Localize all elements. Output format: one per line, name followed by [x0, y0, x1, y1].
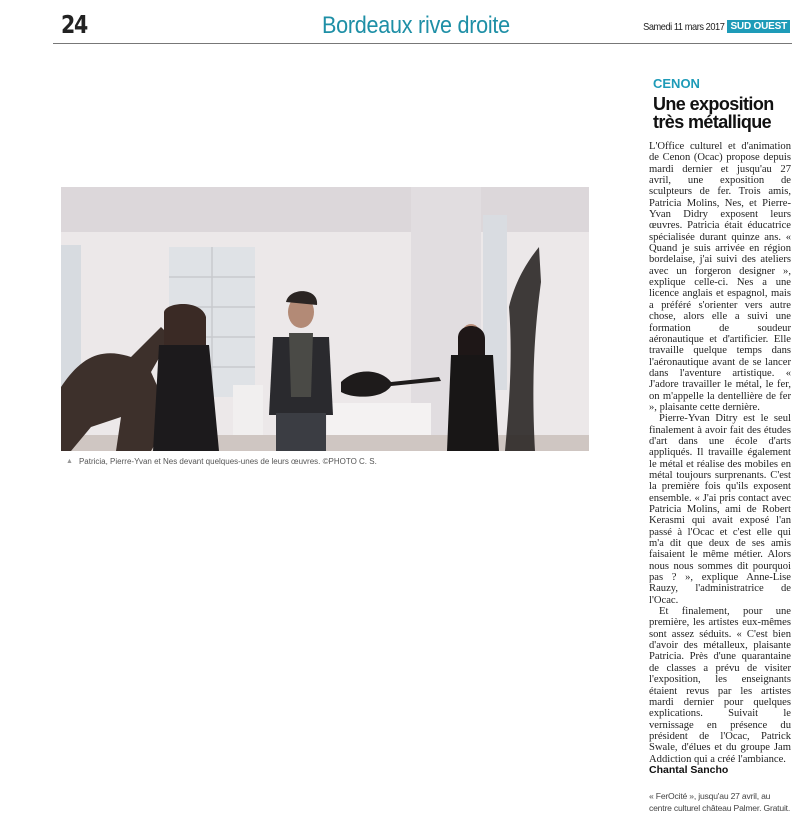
article-byline: Chantal Sancho — [649, 763, 729, 776]
headline-line-1: Une exposition — [653, 94, 774, 114]
header-divider — [53, 43, 792, 44]
article-headline — [653, 95, 791, 131]
triangle-up-icon: ▲ — [66, 458, 73, 465]
article — [649, 76, 791, 814]
photo-caption — [66, 457, 377, 466]
caption-text: Patricia, Pierre-Yvan et Nes devant quelques-unes de leurs œuvres. ©PHOTO C. S. — [78, 457, 377, 466]
headline-line-2: très métallique — [653, 112, 772, 132]
page-number: 24 — [61, 10, 88, 39]
article-photo — [61, 187, 589, 451]
section-title: Bordeaux rive droite — [322, 12, 510, 39]
article-kicker: CENON — [653, 76, 700, 91]
newspaper-logo: SUD OUEST — [727, 20, 790, 33]
article-body — [649, 141, 791, 776]
article-paragraph: L'Office culturel et d'animation de Cenon (Ocac) propose depuis mardi dernier et jusqu'au 27 avril, une exposition de sculpteurs de fer. Trois amis, Patricia Molins, Nes, et Pierre-Yvan Didry exposent leurs œuvres. Patricia était éducatrice spécialisée durant quinze ans. « Quand je suis arrivée en région bordelaise, j'ai suivi des ateliers avec un forgeron designer », explique celle-ci. Nes a une licence anglais et espagnol, mais a préféré s'orienter vers autre chose, alors elle a suivi une formation de soudeur aéronautique et d'artificier. Elle travaille quelque temps dans l'aéronautique avant de se lancer dans l'aventure artistique. « J'adore travailler le métal, le fer, on m'appelle la dentellière de fer », plaisante cette dernière. — [649, 141, 791, 413]
article-paragraph: Et finalement, pour une première, les artistes eux-mêmes sont assez séduits. « C'est bien d'avoir des métalleux, plaisante Patricia. Près d'une quarantaine de classes a prévu de visiter l'exposition, les enseignants étaient revus par les artistes mardi dernier pour quelques explications. Suivait le vernissage en présence du président de l'Ocac, Patrick Swale, d'élues et du groupe Jam Addiction qui a créé l'ambiance. — [649, 606, 791, 765]
article-paragraph: Pierre-Yvan Ditry est le seul finalement à avoir fait des études d'art dans une école d'arts appliqués. Il travaille également le métal et réalise des mobiles en métal toujours surprenants. C'est la première fois qu'ils exposent ensemble. « J'ai pris contact avec Patricia Molins, ami de Robert Kerasmi qui avait exposé l'an passé à l'Ocac et c'est elle qui m'a dit que deux de ses amis faisaient le même métier. Alors nous nous sommes dit pourquoi pas ? », explique Anne-Lise Rauzy, l'administratrice de l'Ocac. — [649, 413, 791, 606]
issue-date: Samedi 11 mars 2017 — [643, 20, 725, 33]
event-info: « FerOcité », jusqu'au 27 avril, au centre culturel château Palmer. Gratuit. — [649, 791, 791, 814]
dateline — [632, 20, 790, 33]
